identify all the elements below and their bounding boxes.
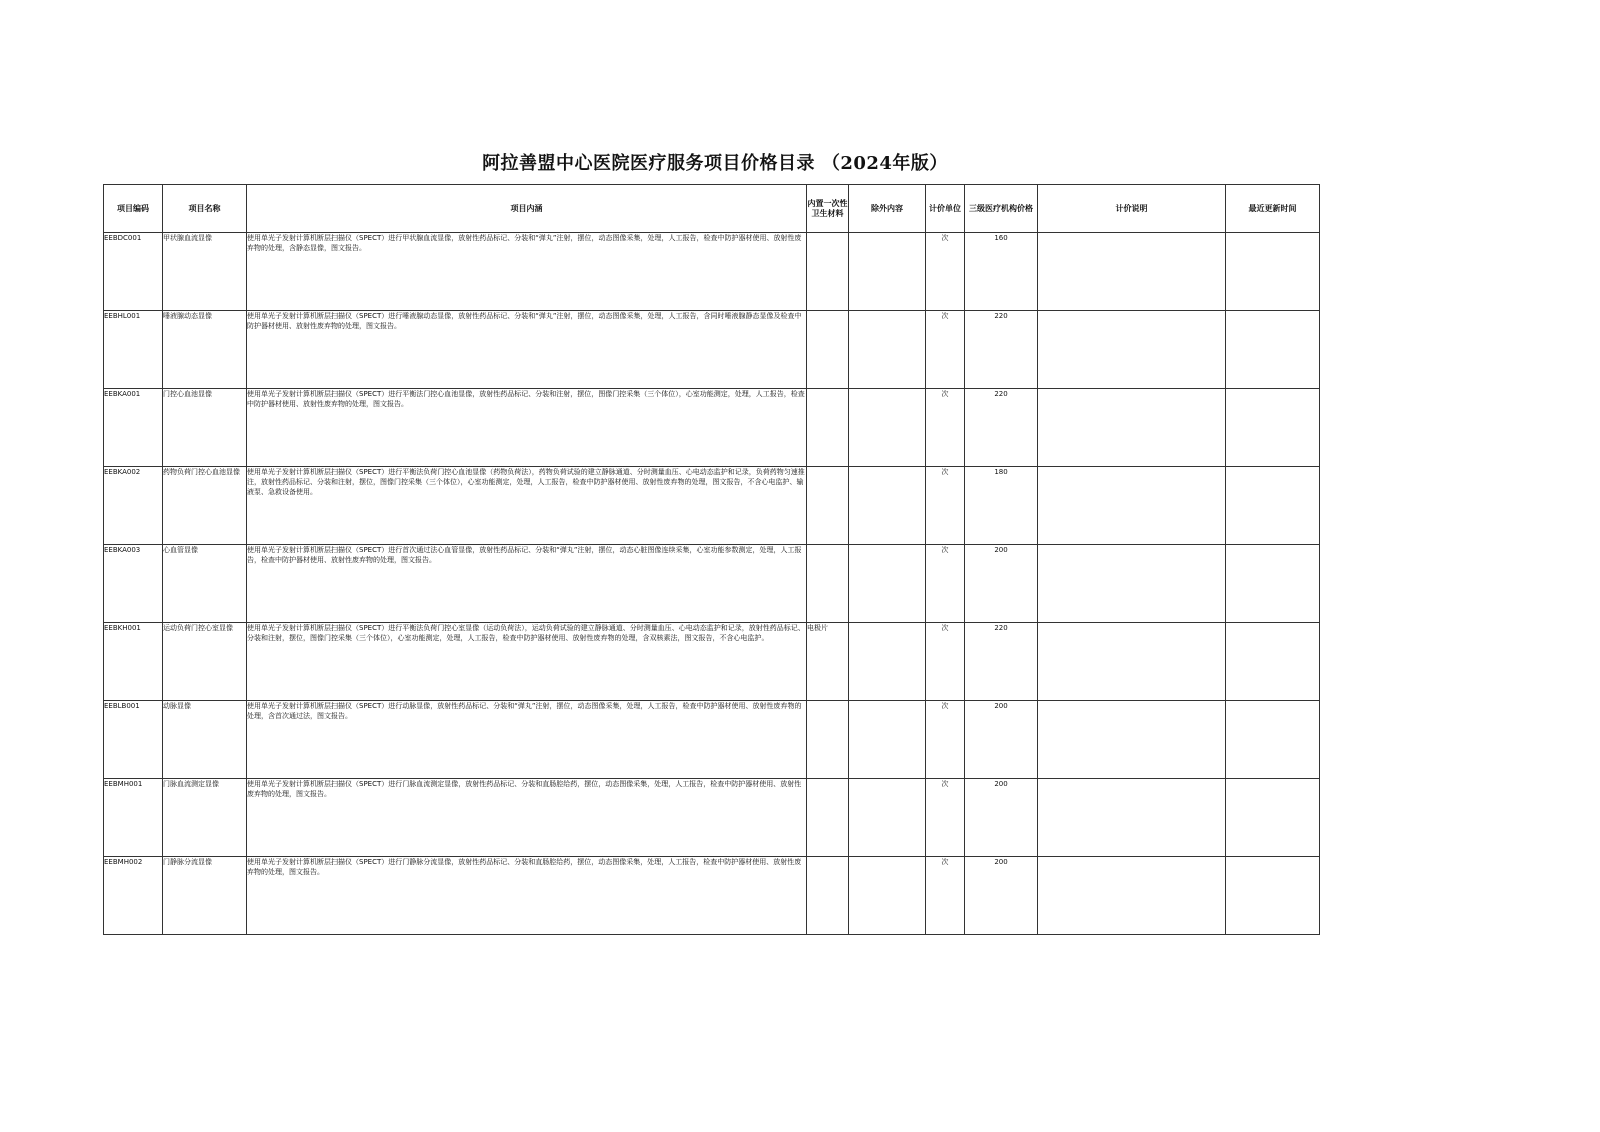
item-consumable — [807, 545, 849, 623]
document-title: 阿拉善盟中心医院医疗服务项目价格目录 （2024年版） — [482, 153, 948, 174]
item-updated — [1226, 857, 1320, 935]
item-excluded — [849, 467, 926, 545]
item-name: 心血管显像 — [163, 545, 247, 623]
header-price: 三级医疗机构价格 — [965, 185, 1038, 233]
item-unit: 次 — [926, 623, 965, 701]
item-price: 220 — [965, 311, 1038, 389]
item-consumable — [807, 701, 849, 779]
header-unit: 计价单位 — [926, 185, 965, 233]
item-excluded — [849, 389, 926, 467]
item-name: 门控心血池显像 — [163, 389, 247, 467]
item-content: 使用单光子发射计算机断层扫描仪（SPECT）进行动脉显像，放射性药品标记、分装和“弹丸”注射，摆位，动态图像采集，处理，人工报告，检查中防护器材使用、放射性废弃物的处理，含首次通过法，图文报告。 — [247, 701, 807, 779]
item-updated — [1226, 779, 1320, 857]
table-row — [104, 311, 1320, 389]
header-excluded: 除外内容 — [849, 185, 926, 233]
item-unit: 次 — [926, 857, 965, 935]
item-note — [1038, 623, 1226, 701]
item-updated — [1226, 389, 1320, 467]
item-code: EEBMH001 — [104, 779, 163, 857]
item-note — [1038, 857, 1226, 935]
item-consumable — [807, 311, 849, 389]
item-name: 动脉显像 — [163, 701, 247, 779]
item-excluded — [849, 701, 926, 779]
item-unit: 次 — [926, 233, 965, 311]
item-updated — [1226, 311, 1320, 389]
item-code: EEBKA003 — [104, 545, 163, 623]
item-consumable — [807, 857, 849, 935]
item-code: EEBKA001 — [104, 389, 163, 467]
header-consumable: 内置一次性卫生材料 — [807, 185, 849, 233]
table-row — [104, 857, 1320, 935]
item-price: 200 — [965, 701, 1038, 779]
table-row — [104, 545, 1320, 623]
item-content: 使用单光子发射计算机断层扫描仪（SPECT）进行唾液腺动态显像，放射性药品标记、分装和“弹丸”注射，摆位，动态图像采集，处理，人工报告，含同时唾液腺静态显像及检查中防护器材使用、放射性废弃物的处理，图文报告。 — [247, 311, 807, 389]
item-price: 220 — [965, 623, 1038, 701]
item-note — [1038, 233, 1226, 311]
table-header-row — [104, 185, 1320, 233]
item-excluded — [849, 857, 926, 935]
item-excluded — [849, 311, 926, 389]
item-consumable — [807, 233, 849, 311]
item-note — [1038, 545, 1226, 623]
item-unit: 次 — [926, 545, 965, 623]
item-name: 门静脉分流显像 — [163, 857, 247, 935]
item-updated — [1226, 701, 1320, 779]
item-price: 200 — [965, 545, 1038, 623]
table-row — [104, 389, 1320, 467]
header-content: 项目内涵 — [247, 185, 807, 233]
item-price: 180 — [965, 467, 1038, 545]
item-updated — [1226, 545, 1320, 623]
item-consumable: 电极片 — [807, 623, 849, 701]
item-note — [1038, 389, 1226, 467]
item-excluded — [849, 779, 926, 857]
table-row — [104, 623, 1320, 701]
item-code: EEBLB001 — [104, 701, 163, 779]
item-name: 甲状腺血流显像 — [163, 233, 247, 311]
item-note — [1038, 701, 1226, 779]
item-consumable — [807, 779, 849, 857]
header-updated: 最近更新时间 — [1226, 185, 1320, 233]
item-note — [1038, 779, 1226, 857]
item-unit: 次 — [926, 389, 965, 467]
item-consumable — [807, 467, 849, 545]
item-code: EEBHL001 — [104, 311, 163, 389]
item-unit: 次 — [926, 701, 965, 779]
item-price: 220 — [965, 389, 1038, 467]
table-row — [104, 467, 1320, 545]
header-name: 项目名称 — [163, 185, 247, 233]
item-content: 使用单光子发射计算机断层扫描仪（SPECT）进行平衡法负荷门控心血池显像（药物负荷法），药物负荷试验的建立静脉通道、分时测量血压、心电动态监护和记录，负荷药物匀速推注，放射性药品标记、分装和注射，摆位，图像门控采集（三个体位），心室功能测定，处理，人工报告，检查中防护器材使用、放射性废弃物的处理，图文报告，不含心电监护、输液泵、急救设备使用。 — [247, 467, 807, 545]
item-content: 使用单光子发射计算机断层扫描仪（SPECT）进行门静脉分流显像，放射性药品标记、分装和直肠腔给药，摆位，动态图像采集，处理，人工报告，检查中防护器材使用、放射性废弃物的处理，图文报告。 — [247, 857, 807, 935]
item-updated — [1226, 233, 1320, 311]
item-content: 使用单光子发射计算机断层扫描仪（SPECT）进行门脉血流测定显像，放射性药品标记、分装和直肠腔给药，摆位，动态图像采集，处理，人工报告，检查中防护器材使用、放射性废弃物的处理，图文报告。 — [247, 779, 807, 857]
item-updated — [1226, 623, 1320, 701]
item-name: 药物负荷门控心血池显像 — [163, 467, 247, 545]
item-content: 使用单光子发射计算机断层扫描仪（SPECT）进行平衡法门控心血池显像，放射性药品标记、分装和注射，摆位，图像门控采集（三个体位），心室功能测定，处理，人工报告，检查中防护器材使用、放射性废弃物的处理，图文报告。 — [247, 389, 807, 467]
item-price: 200 — [965, 779, 1038, 857]
item-unit: 次 — [926, 311, 965, 389]
item-excluded — [849, 233, 926, 311]
item-name: 门脉血流测定显像 — [163, 779, 247, 857]
table-row — [104, 701, 1320, 779]
item-note — [1038, 311, 1226, 389]
item-note — [1038, 467, 1226, 545]
item-excluded — [849, 623, 926, 701]
item-unit: 次 — [926, 779, 965, 857]
item-content: 使用单光子发射计算机断层扫描仪（SPECT）进行甲状腺血流显像，放射性药品标记、分装和“弹丸”注射，摆位，动态图像采集，处理，人工报告，检查中防护器材使用、放射性废弃物的处理，含静态显像，图文报告。 — [247, 233, 807, 311]
item-code: EEBKH001 — [104, 623, 163, 701]
item-updated — [1226, 467, 1320, 545]
item-code: EEBMH002 — [104, 857, 163, 935]
item-consumable — [807, 389, 849, 467]
item-unit: 次 — [926, 467, 965, 545]
item-name: 运动负荷门控心室显像 — [163, 623, 247, 701]
table-row — [104, 779, 1320, 857]
item-price: 160 — [965, 233, 1038, 311]
item-excluded — [849, 545, 926, 623]
item-price: 200 — [965, 857, 1038, 935]
table-row — [104, 233, 1320, 311]
item-code: EEBDC001 — [104, 233, 163, 311]
header-note: 计价说明 — [1038, 185, 1226, 233]
header-code: 项目编码 — [104, 185, 163, 233]
item-content: 使用单光子发射计算机断层扫描仪（SPECT）进行平衡法负荷门控心室显像（运动负荷法），运动负荷试验的建立静脉通道、分时测量血压、心电动态监护和记录，放射性药品标记、分装和注射，摆位，图像门控采集（三个体位），心室功能测定，处理，人工报告，检查中防护器材使用、放射性废弃物的处理，含双核素法，图文报告，不含心电监护。 — [247, 623, 807, 701]
item-code: EEBKA002 — [104, 467, 163, 545]
price-table — [103, 184, 1320, 935]
item-name: 唾液腺动态显像 — [163, 311, 247, 389]
item-content: 使用单光子发射计算机断层扫描仪（SPECT）进行首次通过法心血管显像，放射性药品标记、分装和“弹丸”注射，摆位，动态心脏图像连续采集，心室功能参数测定，处理，人工报告，检查中防护器材使用、放射性废弃物的处理，图文报告。 — [247, 545, 807, 623]
